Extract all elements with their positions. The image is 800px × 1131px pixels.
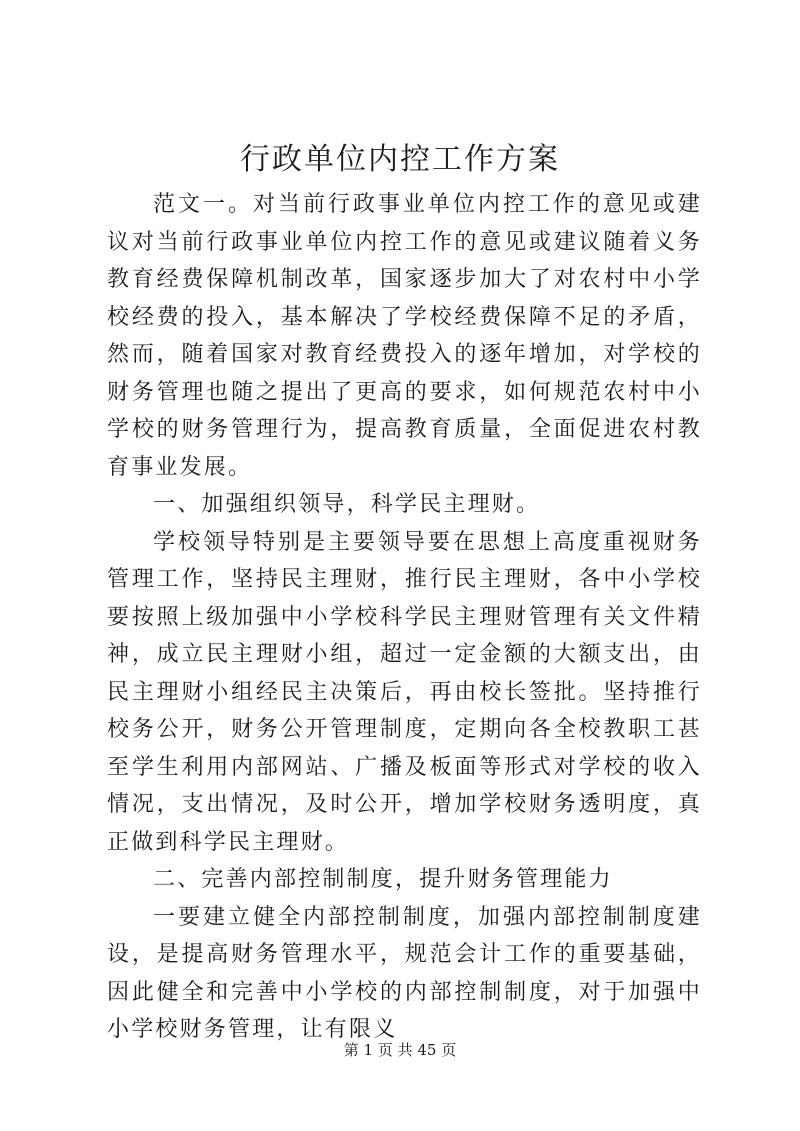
paragraph: 范文一。对当前行政事业单位内控工作的意见或建议对当前行政事业单位内控工作的意见或建议随着义务教育经费保障机制改革，国家逐步加大了对农村中小学校经费的投入，基本解决了学校经费保障不足的矛盾，然而，随着国家对教育经费投入的逐年增加，对学校的财务管理也随之提出了更高的要求，如何规范农村中小学校的财务管理行为，提高教育质量，全面促进农村教育事业发展。 — [107, 192, 702, 480]
paragraph: 学校领导特别是主要领导要在思想上高度重视财务管理工作，坚持民主理财，推行民主理财，各中小学校要按照上级加强中小学校科学民主理财管理有关文件精神，成立民主理财小组，超过一定金额的大额支出，由民主理财小组经民主决策后，再由校长签批。坚持推行校务公开，财务公开管理制度，定期向各全校教职工甚至学生利用内部网站、广播及板面等形式对学校的收入情况，支出情况，及时公开，增加学校财务透明度，真正做到科学民主理财。 — [107, 529, 702, 855]
paragraph: 一要建立健全内部控制制度，加强内部控制制度建设，是提高财务管理水平，规范会计工作的重要基础，因此健全和完善中小学校的内部控制制度，对于加强中小学校财务管理，让有限义 — [107, 904, 702, 1042]
document-body — [107, 186, 702, 1049]
page-footer: 第 1 页 共 45 页 — [343, 1041, 457, 1059]
document-title: 行政单位内控工作方案 — [240, 142, 560, 177]
section-heading: 一、加强组织领导，科学民主理财。 — [153, 492, 541, 517]
section-heading: 二、完善内部控制制度，提升财务管理能力 — [153, 867, 613, 892]
